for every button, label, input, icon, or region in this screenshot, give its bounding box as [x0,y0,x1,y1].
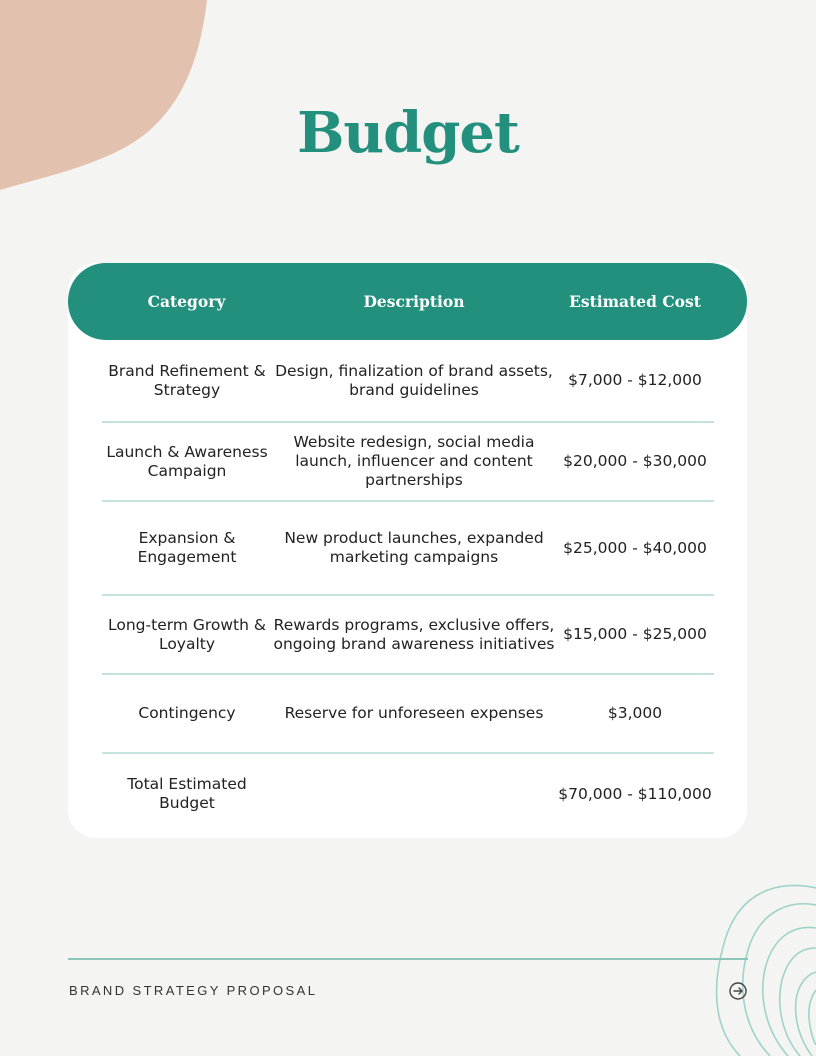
table-header [68,263,747,340]
cell-description: Website redesign, social media launch, influencer and content partnerships [293,433,535,489]
table-row-total [102,754,714,834]
table-row [102,596,714,675]
cell-description: New product launches, expanded marketing campaigns [284,529,544,566]
cell-category: Expansion & Engagement [137,529,237,566]
cell-description: Reserve for unforeseen expenses [284,704,544,722]
contour-lines-decoration [700,880,816,1056]
cell-category: Brand Refinement & Strategy [108,361,266,399]
cell-cost: $25,000 - $40,000 [563,538,707,557]
cell-category: Total Estimated Budget [127,775,247,812]
cell-description: Rewards programs, exclusive offers, ongoing brand awareness initiatives [273,615,555,653]
cell-category: Long-term Growth & Loyalty [108,615,266,653]
table-body [102,340,714,834]
cell-cost: $3,000 [607,704,663,722]
cell-category: Contingency [138,704,236,722]
header-description: Description [363,292,465,311]
header-estimated-cost: Estimated Cost [569,292,701,311]
cell-description: Design, finalization of brand assets, brand guidelines [275,361,553,399]
table-row [102,340,714,423]
cell-cost: $70,000 - $110,000 [558,784,712,803]
table-row [102,502,714,596]
cell-cost: $20,000 - $30,000 [563,452,707,470]
cell-cost: $7,000 - $12,000 [568,371,702,389]
footer-label: BRAND STRATEGY PROPOSAL [69,983,318,998]
page-title: Budget [297,100,519,166]
table-row [102,423,714,502]
cell-category: Launch & Awareness Campaign [106,442,268,480]
cell-cost: $15,000 - $25,000 [563,625,707,643]
arrow-right-circle-icon[interactable] [729,982,747,1000]
footer-divider [68,958,478,960]
header-category: Category [147,292,226,311]
footer-divider-right [478,958,748,960]
table-row [102,675,714,754]
